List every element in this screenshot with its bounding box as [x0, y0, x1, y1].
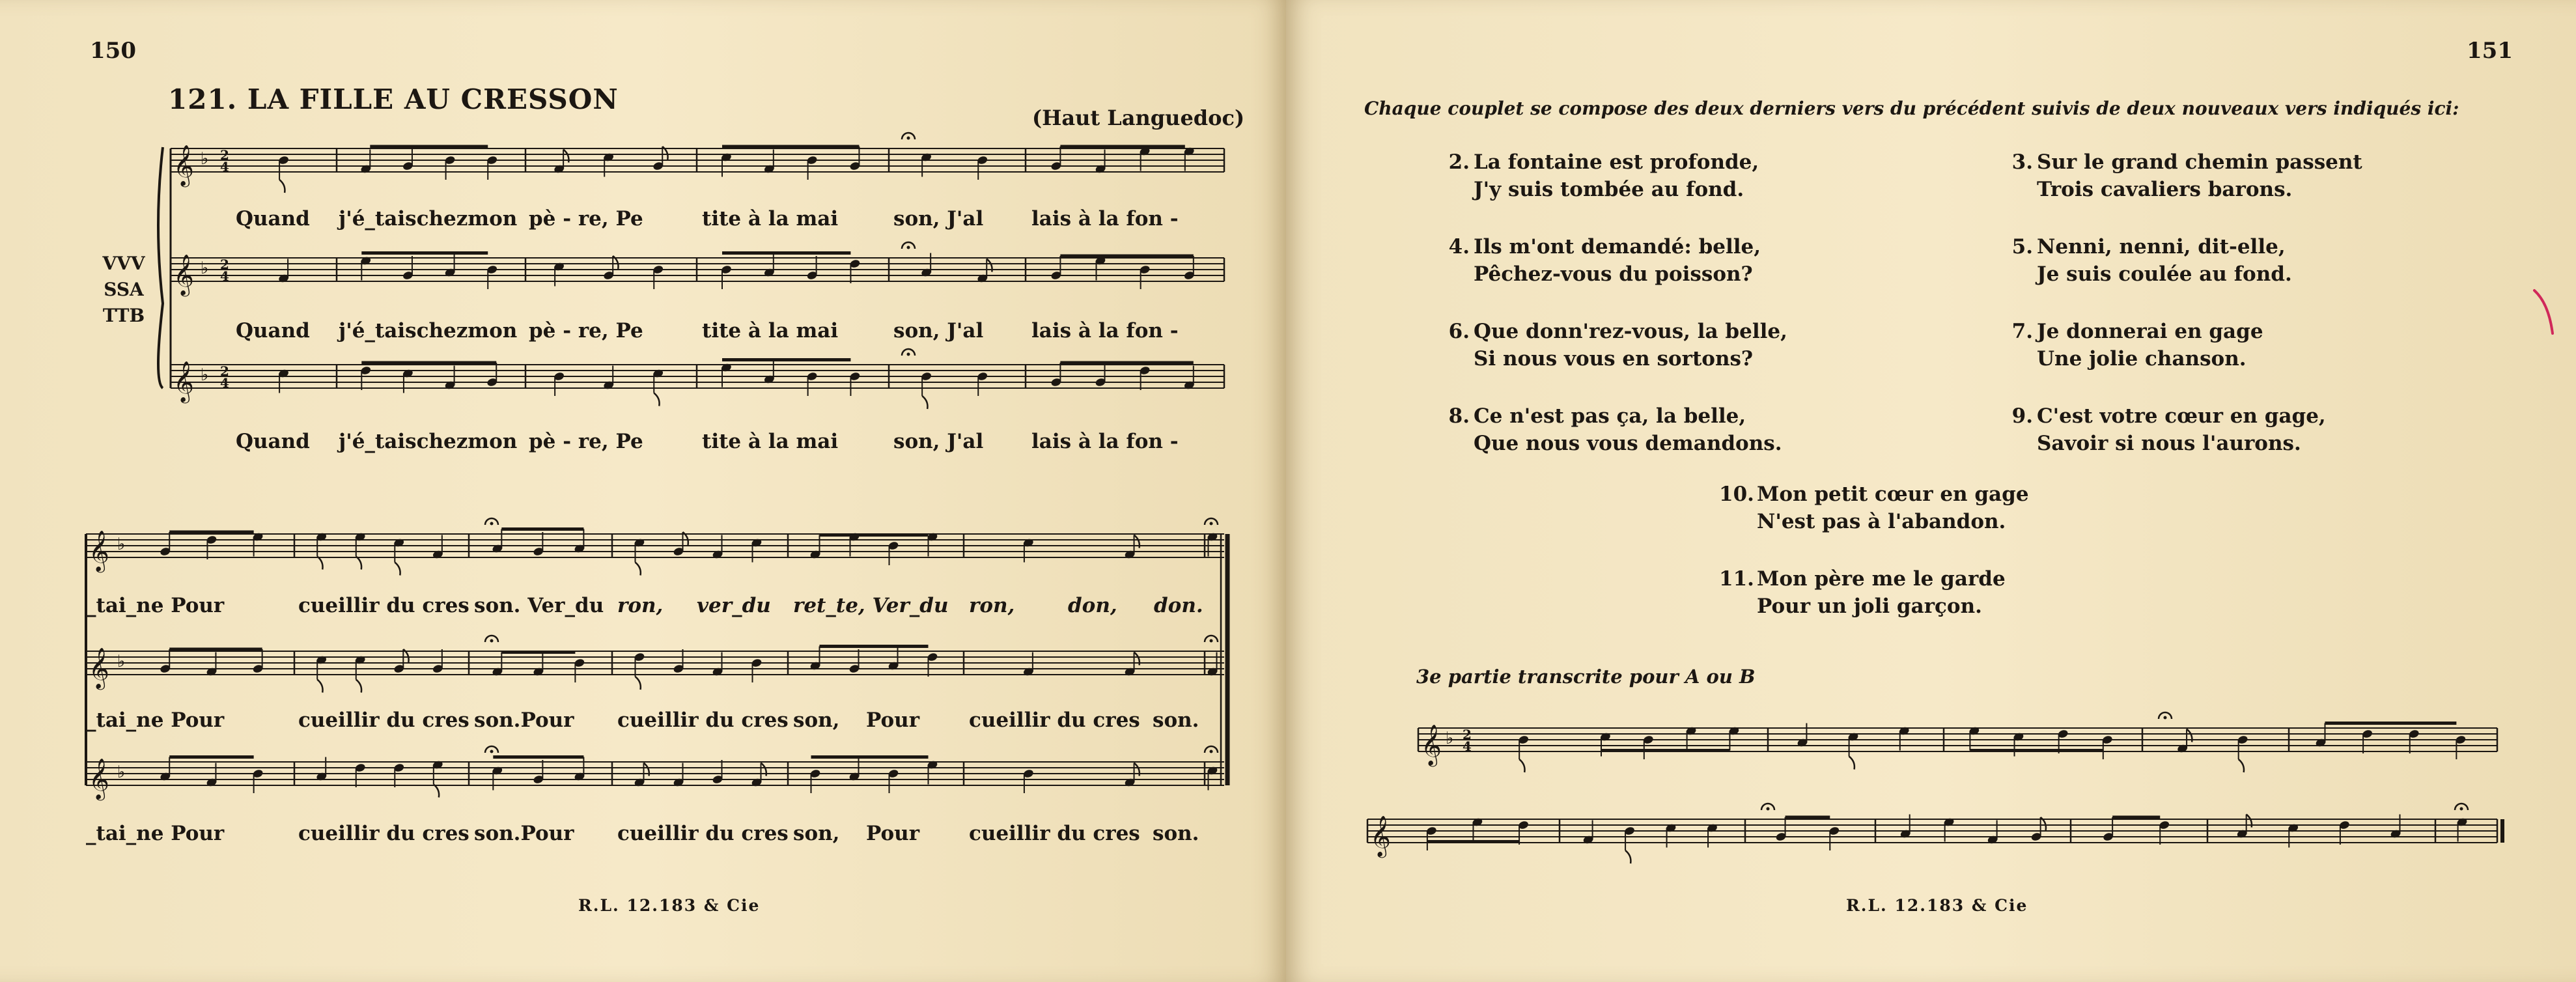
note: [2013, 732, 2024, 757]
lyric-syllable: cueillir du cres: [969, 822, 1140, 845]
note: [393, 763, 405, 787]
note: [849, 147, 861, 171]
treble-clef-icon: 𝄞: [89, 530, 109, 571]
note: [402, 369, 414, 393]
note: [1847, 732, 1859, 770]
note: [360, 256, 372, 281]
note: [927, 532, 938, 557]
note: [763, 150, 775, 175]
note: [486, 363, 498, 387]
note: [977, 371, 988, 396]
verse-line: J'y suis tombée au fond.: [1474, 178, 1744, 201]
flat-icon: ♭: [201, 365, 209, 385]
note: [2159, 820, 2170, 845]
note: [1207, 532, 1218, 557]
treble-clef-icon: 𝄞: [1370, 815, 1391, 856]
flat-icon: ♭: [1446, 729, 1454, 748]
note: [652, 264, 664, 289]
fermata-icon: [2460, 807, 2463, 811]
note: [927, 652, 938, 677]
flat-icon: ♭: [201, 149, 209, 169]
fermata-icon: [907, 353, 910, 356]
note: [553, 150, 569, 175]
verse-10: [1719, 481, 2029, 535]
note: [603, 152, 615, 177]
staff-part3-line1: [1418, 728, 2497, 751]
fermata-icon: [1210, 522, 1213, 526]
note: [1139, 147, 1151, 171]
lyric-syllable: j'é_taischezmon: [339, 319, 518, 343]
note: [206, 535, 217, 559]
lyric-syllable: cueillir du cres: [298, 822, 469, 845]
lyric-syllable: son.Pour: [474, 822, 574, 845]
note: [1600, 732, 1612, 757]
lyric-syllable: son, J'al: [893, 430, 984, 453]
note: [1899, 815, 1911, 839]
note: [1095, 150, 1106, 175]
note: [360, 365, 372, 390]
note: [1050, 363, 1062, 387]
fermata-icon: [1210, 750, 1213, 753]
lyric-syllable: don.: [1154, 594, 1203, 617]
lyric-syllable: son.: [1153, 708, 1199, 732]
note: [316, 757, 328, 782]
note: [2390, 815, 2401, 839]
note: [888, 768, 899, 793]
verse-line: Pêchez-vous du poisson?: [1474, 262, 1753, 286]
verse-line: Une jolie chanson.: [2037, 347, 2247, 371]
note: [492, 652, 503, 677]
verse-line: Savoir si nous l'aurons.: [2037, 432, 2301, 455]
note: [278, 369, 290, 393]
note: [1124, 652, 1140, 677]
lyric-syllable: son. Ver_du: [474, 594, 604, 617]
imprint-right: R.L. 12.183 & Cie: [1846, 896, 2028, 915]
treble-clef-icon: 𝄞: [173, 145, 194, 186]
time-signature: 2: [220, 147, 229, 163]
treble-clef-icon: 𝄞: [173, 361, 194, 402]
note: [2236, 815, 2252, 839]
verse-line: Que donn'rez-vous, la belle,: [1474, 320, 1787, 343]
note: [252, 532, 264, 557]
verse-2: [1436, 148, 1759, 203]
note: [444, 366, 456, 391]
lyric-syllable: cueillir du cres: [298, 594, 469, 617]
note: [634, 763, 649, 788]
note: [354, 532, 366, 570]
note: [2455, 735, 2467, 759]
note: [806, 155, 818, 180]
note: [2315, 723, 2327, 748]
note: [1139, 264, 1151, 289]
verse-number: 8.: [1448, 404, 1470, 428]
note: [206, 652, 217, 677]
lyric-syllable: tite à la mai: [702, 430, 839, 453]
fermata-icon: [1210, 639, 1213, 643]
note: [1472, 817, 1483, 842]
flat-icon: ♭: [201, 259, 209, 278]
voice-label-3: TTB: [102, 305, 145, 326]
note: [1518, 735, 1530, 772]
lyric-syllable: cueillir du cres: [617, 708, 789, 732]
note: [1050, 147, 1062, 171]
lyric-syllable: tite à la mai: [702, 319, 839, 343]
verse-number: 4.: [1448, 235, 1470, 259]
note: [1685, 726, 1697, 751]
note: [1050, 256, 1062, 281]
note: [2288, 823, 2299, 848]
note: [206, 763, 217, 788]
note: [1797, 723, 1808, 748]
note: [921, 371, 932, 409]
pencil-mark: [2532, 287, 2558, 339]
lyric-syllable: j'é_taischezmon: [339, 207, 518, 231]
verse-number: 9.: [2011, 404, 2033, 428]
note: [634, 652, 645, 690]
treble-clef-icon: 𝄞: [1421, 724, 1442, 765]
lyric-syllable: son, J'al: [893, 207, 984, 231]
note: [1183, 147, 1195, 171]
note: [673, 532, 688, 557]
note: [712, 535, 723, 560]
verse-number: 11.: [1719, 567, 1754, 591]
note: [921, 253, 932, 278]
verse-line: Ce n'est pas ça, la belle,: [1474, 404, 1746, 428]
note: [1943, 817, 1955, 842]
note: [354, 763, 366, 787]
lyric-syllable: _tai_ne Pour: [86, 594, 225, 617]
note: [652, 369, 664, 406]
note: [673, 649, 684, 674]
note: [354, 655, 366, 693]
lyric-syllable: _tai_ne Pour: [86, 822, 225, 845]
flat-icon: ♭: [117, 763, 126, 782]
verse-line: Sur le grand chemin passent: [2037, 150, 2362, 174]
note: [888, 647, 899, 671]
time-signature: 4: [1463, 738, 1472, 754]
note: [849, 259, 861, 283]
note: [533, 652, 544, 677]
note: [1775, 817, 1787, 842]
verse-3: [1999, 148, 2362, 203]
verse-number: 5.: [2011, 235, 2033, 259]
note: [486, 155, 498, 180]
staff-part3-line2: [1367, 819, 2497, 843]
verse-7: [1999, 318, 2263, 372]
lyric-syllable: ver_du: [697, 594, 771, 617]
note: [1022, 768, 1034, 793]
voice-label-2: SSA: [104, 279, 144, 300]
note: [806, 256, 818, 281]
note: [553, 371, 565, 396]
lyric-syllable: lais à la fon -: [1031, 430, 1179, 453]
verse-4: [1436, 233, 1761, 288]
lyric-syllable: cueillir du cres: [298, 708, 469, 732]
note: [977, 155, 988, 180]
time-signature: 2: [220, 363, 229, 379]
note: [1987, 821, 1998, 845]
lyric-syllable: Quand: [236, 319, 310, 343]
note: [533, 532, 544, 557]
verse-9: [1999, 402, 2326, 457]
note: [652, 147, 668, 171]
note: [1624, 826, 1636, 863]
note: [402, 256, 414, 281]
note: [634, 538, 645, 576]
verse-11: [1719, 565, 2006, 620]
note: [1139, 365, 1151, 390]
fermata-icon: [2164, 716, 2167, 720]
note: [1707, 823, 1718, 848]
verse-line: Nenni, nenni, dit-elle,: [2037, 235, 2286, 259]
treble-clef-icon: 𝄞: [89, 647, 109, 688]
flat-icon: ♭: [117, 652, 126, 671]
note: [1968, 726, 1980, 751]
note: [444, 253, 456, 278]
lyric-syllable: son, J'al: [893, 319, 984, 343]
note: [673, 763, 684, 788]
verse-number: 10.: [1719, 483, 1754, 506]
verse-5: [1999, 233, 2292, 288]
lyric-syllable: don,: [1068, 594, 1117, 617]
lyric-syllable: lais à la fon -: [1031, 319, 1179, 343]
verse-number: 6.: [1448, 320, 1470, 343]
note: [809, 768, 821, 793]
lyric-syllable: son,: [793, 708, 840, 732]
note: [927, 760, 938, 785]
note: [763, 253, 775, 278]
note: [252, 649, 264, 674]
note: [444, 155, 456, 180]
note: [1124, 763, 1140, 788]
note: [574, 529, 585, 554]
verse-6: [1436, 318, 1787, 372]
treble-clef-icon: 𝄞: [89, 758, 109, 799]
flat-icon: ♭: [117, 535, 126, 554]
note: [1642, 735, 1654, 759]
note: [574, 757, 585, 782]
note: [574, 658, 585, 682]
note: [848, 649, 860, 674]
verse-instructions: Chaque couplet se compose des deux derniers vers du précédent suivis de deux nouveaux vers indiqués ici:: [1364, 98, 2459, 119]
note: [1898, 726, 1910, 751]
note: [1518, 820, 1530, 845]
note: [1828, 826, 1840, 850]
note: [1207, 652, 1218, 677]
note: [160, 649, 171, 674]
note: [809, 647, 821, 671]
note: [888, 540, 899, 565]
treble-clef-icon: 𝄞: [173, 254, 194, 295]
fermata-icon: [490, 639, 494, 643]
note: [492, 766, 503, 791]
song-origin: (Haut Languedoc): [1032, 105, 1245, 130]
note: [1728, 726, 1740, 751]
verse-line: La fontaine est profonde,: [1474, 150, 1759, 174]
verse-line: Pour un joli garçon.: [1757, 595, 1982, 618]
fermata-icon: [907, 137, 910, 140]
verse-line: Mon père me le garde: [1757, 567, 2006, 591]
note: [402, 147, 414, 171]
lyric-syllable: ron,: [969, 594, 1015, 617]
note: [1425, 826, 1437, 850]
verse-line: Je suis coulée au fond.: [2037, 262, 2292, 286]
note: [2101, 735, 2113, 759]
note: [2362, 729, 2373, 753]
time-signature: 2: [1463, 727, 1472, 742]
lyric-syllable: Quand: [236, 430, 310, 453]
lyric-syllable: Pour: [866, 822, 920, 845]
lyric-syllable: ron,: [617, 594, 664, 617]
note: [809, 535, 821, 560]
lyric-syllable: son.: [1153, 822, 1199, 845]
note: [1207, 766, 1218, 791]
note: [533, 760, 544, 785]
note: [1095, 363, 1106, 387]
note: [2177, 729, 2192, 754]
time-signature: 4: [220, 159, 229, 175]
note: [849, 371, 861, 396]
fermata-icon: [490, 522, 494, 526]
note: [712, 760, 723, 785]
part3-title: 3e partie transcrite pour A ou B: [1416, 666, 1756, 688]
note: [751, 538, 763, 563]
note: [1124, 535, 1140, 560]
verse-line: Mon petit cœur en gage: [1757, 483, 2029, 506]
note: [1582, 821, 1594, 845]
page-number-right: 151: [2467, 38, 2513, 64]
note: [393, 538, 405, 576]
verse-line: Si nous vous en sortons?: [1474, 347, 1754, 371]
verse-line: C'est votre cœur en gage,: [2037, 404, 2326, 428]
note: [1095, 256, 1106, 281]
voice-label-1: VVV: [102, 253, 145, 274]
fermata-icon: [907, 246, 910, 249]
lyric-syllable: cueillir du cres: [969, 708, 1140, 732]
time-signature: 4: [220, 268, 229, 284]
note: [1183, 366, 1195, 391]
lyric-syllable: son,: [793, 822, 840, 845]
note: [721, 152, 733, 177]
lyric-syllable: Quand: [236, 207, 310, 231]
note: [921, 152, 932, 177]
lyric-syllable: pè - re, Pe: [529, 207, 643, 231]
note: [751, 658, 763, 682]
note: [603, 366, 615, 391]
time-signature: 4: [220, 375, 229, 391]
lyric-syllable: Pour: [866, 708, 920, 732]
system-brace: [158, 147, 163, 388]
note: [316, 655, 328, 693]
note: [432, 649, 443, 674]
verse-line: N'est pas à l'abandon.: [1757, 510, 2006, 533]
note: [1665, 823, 1677, 848]
note: [2030, 817, 2046, 842]
note: [316, 532, 328, 570]
verse-number: 7.: [2011, 320, 2033, 343]
imprint-left: R.L. 12.183 & Cie: [578, 896, 761, 915]
note: [1183, 256, 1195, 281]
verse-line: Que nous vous demandons.: [1474, 432, 1782, 455]
note: [278, 259, 290, 284]
song-title: 121. LA FILLE AU CRESSON: [168, 83, 619, 115]
time-signature: 2: [220, 257, 229, 272]
note: [432, 535, 443, 560]
note: [492, 529, 503, 554]
verse-line: Trois cavaliers barons.: [2037, 178, 2293, 201]
note: [278, 155, 290, 193]
note: [721, 363, 733, 387]
note: [763, 360, 775, 385]
note: [2456, 817, 2468, 842]
note: [252, 768, 264, 793]
note: [2103, 817, 2114, 842]
note: [806, 371, 818, 396]
note: [848, 757, 860, 782]
lyric-syllable: cueillir du cres: [617, 822, 789, 845]
note: [2237, 735, 2248, 772]
note: [712, 652, 723, 677]
lyric-syllable: _tai_ne Pour: [86, 708, 225, 732]
lyric-syllable: tite à la mai: [702, 207, 839, 231]
verse-number: 2.: [1448, 150, 1470, 174]
lyric-syllable: pè - re, Pe: [529, 430, 643, 453]
note: [553, 262, 565, 287]
note: [160, 532, 171, 557]
note: [1022, 652, 1034, 677]
verse-number: 3.: [2011, 150, 2033, 174]
verse-8: [1436, 402, 1782, 457]
note: [486, 264, 498, 289]
note: [721, 264, 733, 289]
verse-line: Je donnerai en gage: [2037, 320, 2263, 343]
note: [360, 150, 372, 175]
note: [2338, 820, 2350, 845]
lyric-syllable: j'é_taischezmon: [339, 430, 518, 453]
lyric-syllable: pè - re, Pe: [529, 319, 643, 343]
note: [160, 757, 171, 782]
lyric-syllable: lais à la fon -: [1031, 207, 1179, 231]
page-number-left: 150: [90, 38, 136, 64]
note: [751, 763, 766, 788]
lyric-syllable: son.Pour: [474, 708, 574, 732]
note: [603, 256, 619, 281]
lyric-syllable: ret_te, Ver_du: [793, 594, 949, 617]
fermata-icon: [490, 750, 494, 753]
note: [1022, 538, 1034, 563]
verse-line: Ils m'ont demandé: belle,: [1474, 235, 1761, 259]
note: [393, 649, 409, 674]
fermata-icon: [1767, 807, 1770, 811]
note: [977, 259, 992, 284]
note: [2408, 729, 2420, 753]
note: [432, 760, 443, 798]
